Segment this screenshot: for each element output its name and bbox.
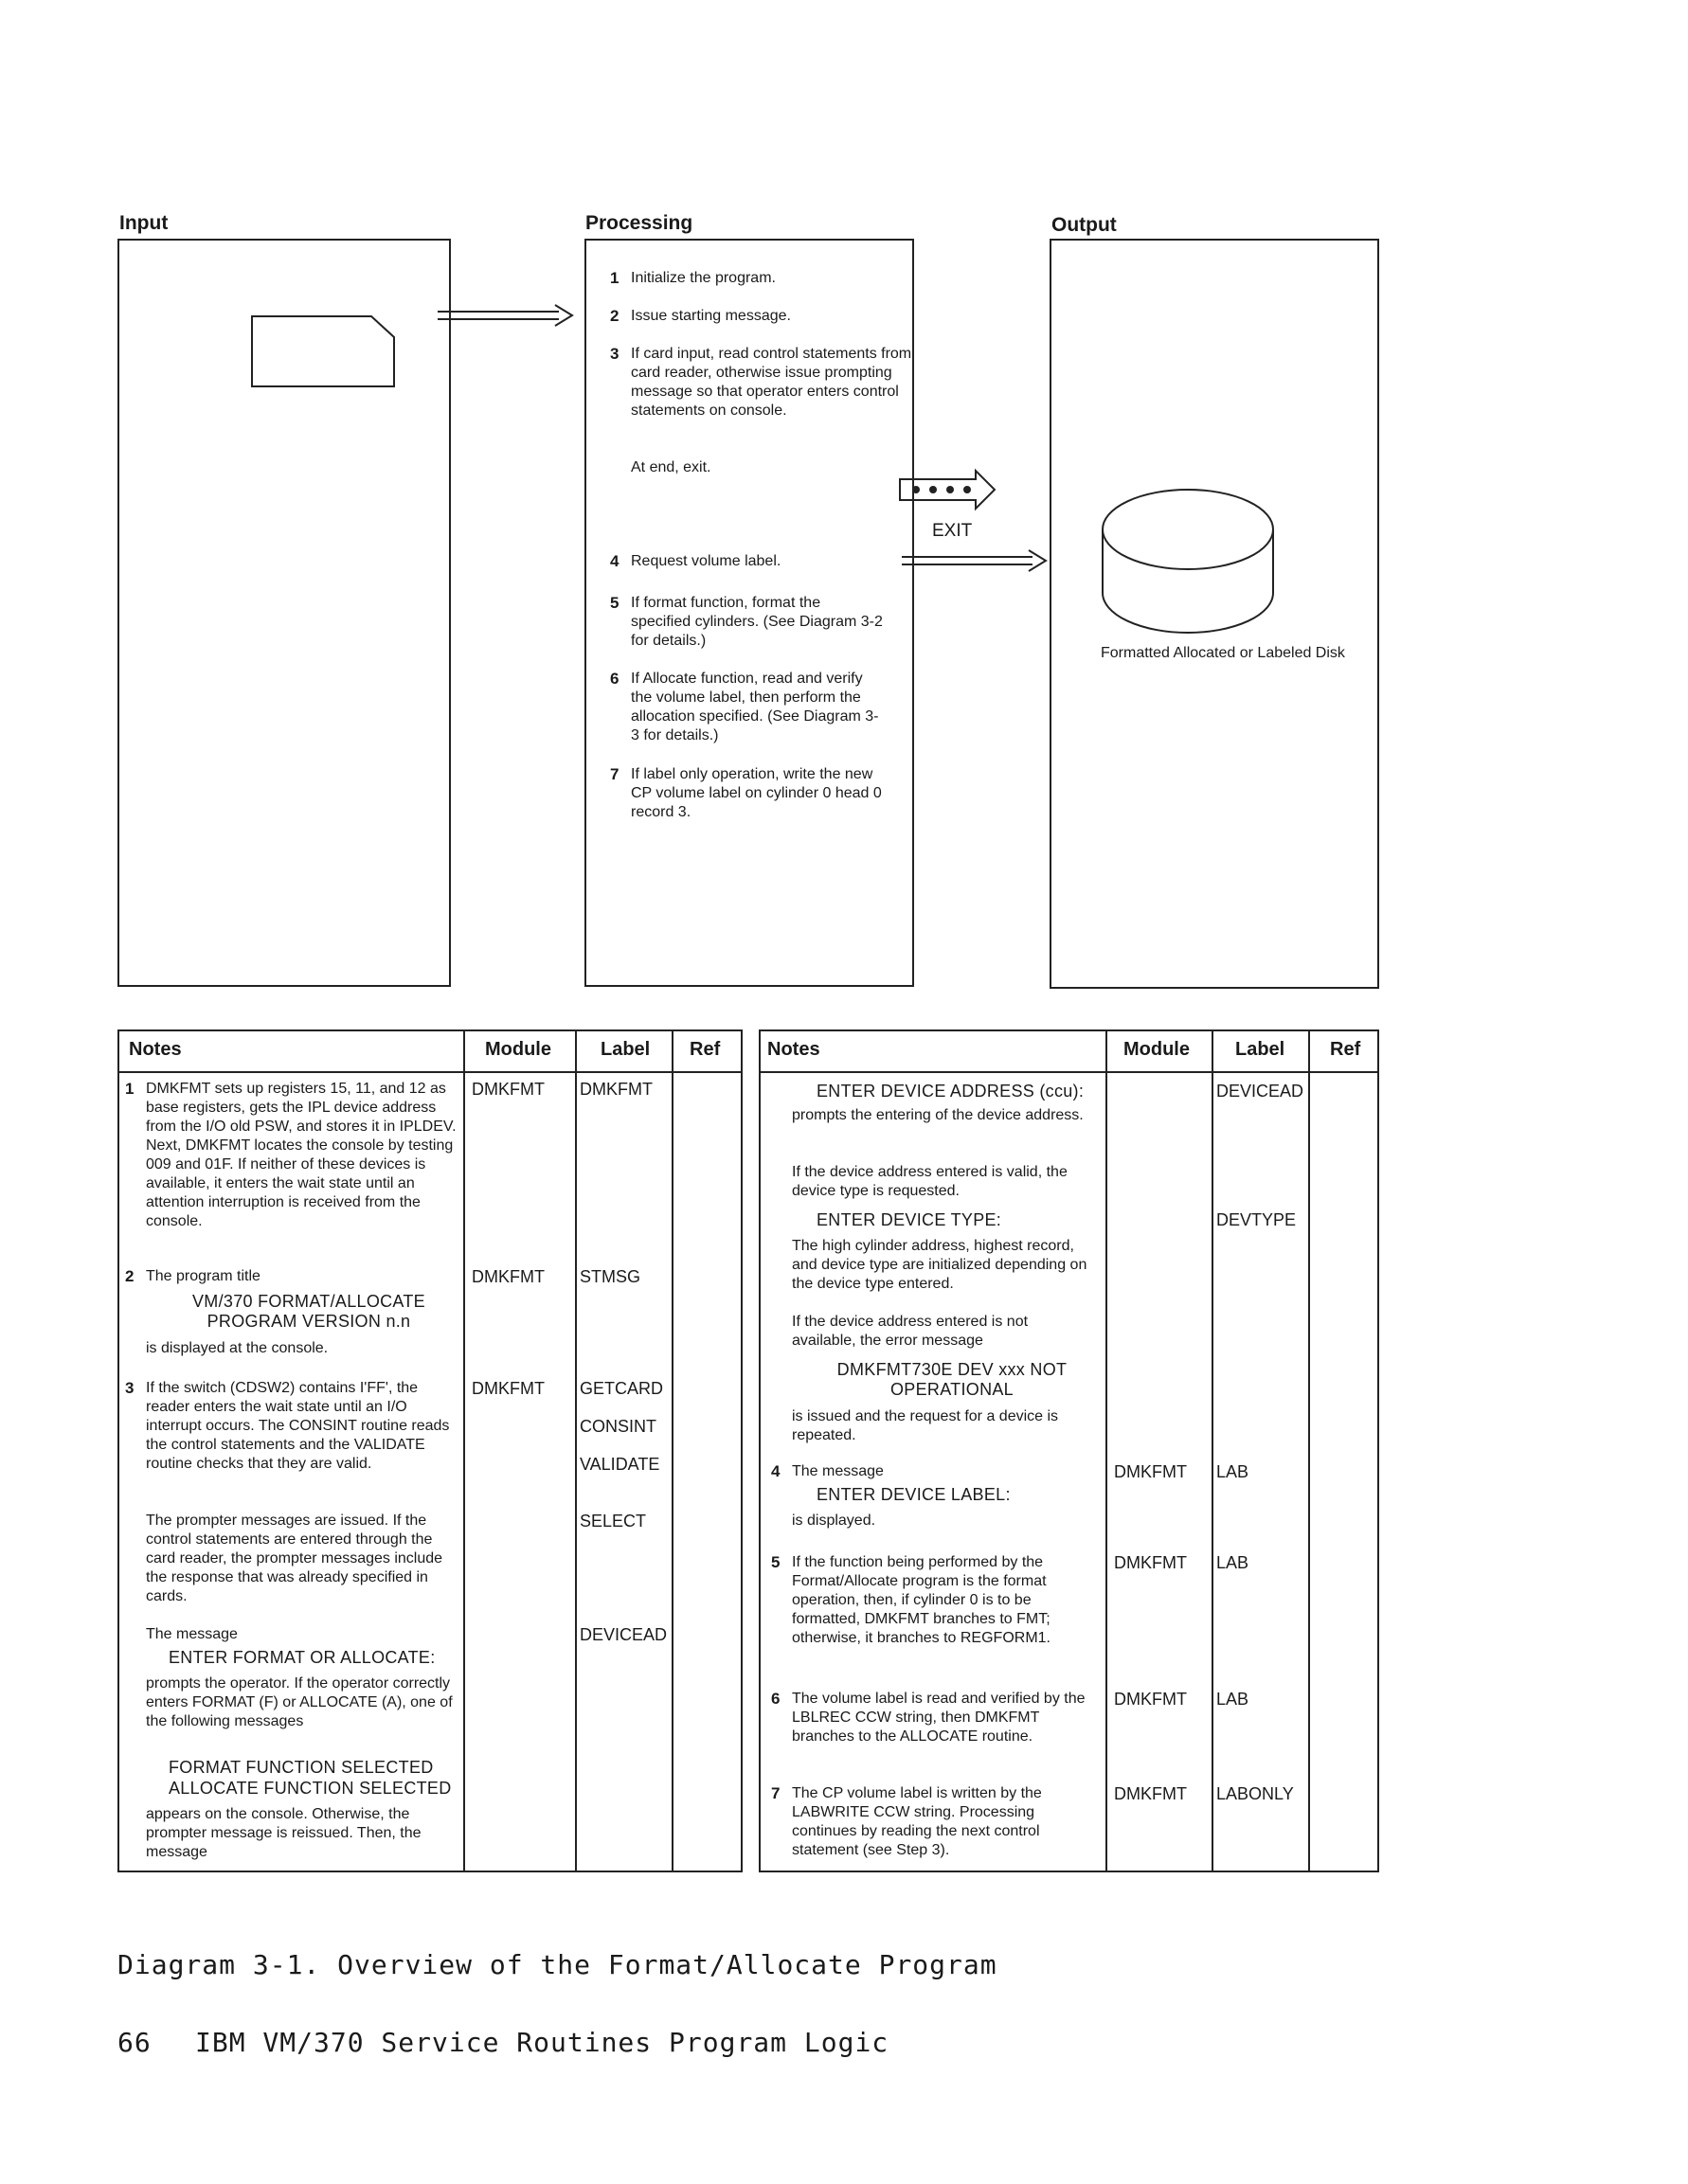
- page-number: 66: [117, 2027, 152, 2058]
- note-text: The message: [792, 1463, 884, 1479]
- note-number: 5: [771, 1553, 781, 1571]
- note-text: If the function being performed by the Format/Allocate program is the format operation, then, if cylinder 0 is to be formatted, DMKFMT branches to FMT; otherwise, it branches to REGFORM1.: [792, 1554, 1051, 1646]
- label-cell: DEVTYPE: [1216, 1210, 1297, 1229]
- step-text: At end, exit.: [631, 459, 711, 475]
- function-message: FORMAT FUNCTION SELECTED: [169, 1758, 434, 1777]
- note-text: The program title: [146, 1268, 260, 1284]
- label-cell: DEVICEAD: [1216, 1082, 1304, 1101]
- note-text: If the device address entered is valid, the device type is requested.: [792, 1164, 1068, 1199]
- module-cell: DMKFMT: [1114, 1462, 1187, 1481]
- module-cell: DMKFMT: [1114, 1784, 1187, 1803]
- label-cell: VALIDATE: [580, 1455, 660, 1474]
- label-cell: LAB: [1216, 1462, 1249, 1481]
- note-text: The prompter messages are issued. If the control statements are entered through the card reader, the prompter messages include the response that was already specified in cards.: [146, 1513, 443, 1604]
- right-module-header: Module: [1123, 1039, 1190, 1060]
- output-caption: Formatted Allocated or Labeled Disk: [1101, 645, 1345, 661]
- label-cell: GETCARD: [580, 1379, 664, 1398]
- module-cell: DMKFMT: [472, 1080, 545, 1099]
- note-number: 3: [125, 1379, 135, 1397]
- note-text: The message: [146, 1626, 238, 1642]
- device-type-message: ENTER DEVICE TYPE:: [817, 1210, 1002, 1229]
- note-text: prompts the operator. If the operator correctly enters FORMAT (F) or ALLOCATE (A), one of the following messages: [146, 1675, 453, 1729]
- left-label-header: Label: [601, 1039, 651, 1060]
- note-text: appears on the console. Otherwise, the prompter message is reissued. Then, the message: [146, 1806, 422, 1860]
- label-cell: LAB: [1216, 1553, 1249, 1572]
- note-text: The high cylinder address, highest record, and device type are initialized depending on the device type entered.: [792, 1238, 1087, 1292]
- device-address-message: ENTER DEVICE ADDRESS (ccu):: [817, 1082, 1085, 1101]
- step-text: Issue starting message.: [631, 308, 791, 324]
- module-cell: DMKFMT: [1114, 1690, 1187, 1709]
- label-cell: LAB: [1216, 1690, 1249, 1709]
- note-text: prompts the entering of the device address.: [792, 1107, 1084, 1123]
- right-label-header: Label: [1235, 1039, 1285, 1060]
- device-label-message: ENTER DEVICE LABEL:: [817, 1485, 1011, 1504]
- step-number: 1: [610, 269, 620, 287]
- note-text: is issued and the request for a device is repeated.: [792, 1408, 1059, 1443]
- step-number: 6: [610, 670, 620, 688]
- right-ref-header: Ref: [1330, 1039, 1361, 1060]
- footer-title: IBM VM/370 Service Routines Program Logic: [195, 2027, 889, 2058]
- error-message: DMKFMT730E DEV xxx NOT OPERATIONAL: [836, 1360, 1068, 1399]
- prompt-message: ENTER FORMAT OR ALLOCATE:: [169, 1648, 436, 1667]
- right-notes-header: Notes: [767, 1039, 820, 1060]
- note-text: The CP volume label is written by the LABWRITE CCW string. Processing continues by reading the next control statement (see Step 3).: [792, 1785, 1042, 1858]
- left-ref-header: Ref: [690, 1039, 721, 1060]
- output-header: Output: [1051, 214, 1117, 236]
- note-text: is displayed at the console.: [146, 1340, 329, 1356]
- left-module-header: Module: [485, 1039, 551, 1060]
- step-text: If label only operation, write the new CP volume label on cylinder 0 head 0 record 3.: [631, 766, 882, 820]
- input-header: Input: [119, 212, 169, 234]
- note-number: 2: [125, 1267, 135, 1285]
- note-number: 4: [771, 1462, 781, 1480]
- function-message: ALLOCATE FUNCTION SELECTED: [169, 1779, 452, 1798]
- exit-label: EXIT: [932, 521, 973, 541]
- label-cell: LABONLY: [1216, 1784, 1294, 1803]
- label-cell: CONSINT: [580, 1417, 656, 1436]
- step-text: If card input, read control statements from card reader, otherwise issue prompting message so that operator enters control statements on console.: [631, 346, 912, 419]
- label-cell: DEVICEAD: [580, 1625, 668, 1644]
- left-notes-header: Notes: [129, 1039, 182, 1060]
- step-number: 3: [610, 345, 620, 363]
- note-text: DMKFMT sets up registers 15, 11, and 12 as base registers, gets the IPL device address from the I/O old PSW, and stores it in IPLDEV. Next, DMKFMT locates the console by testing 009 and 01F. If neither of these devices is available, it enters the wait state until an attention interruption is received from the console.: [146, 1081, 457, 1229]
- note-number: 1: [125, 1080, 135, 1098]
- figure-caption: Diagram 3-1. Overview of the Format/Allocate Program: [117, 1949, 997, 1980]
- step-number: 7: [610, 765, 620, 783]
- step-text: If Allocate function, read and verify the volume label, then perform the allocation specified. (See Diagram 3-3 for details.): [631, 671, 879, 743]
- note-text: The volume label is read and verified by the LBLREC CCW string, then DMKFMT branches to the ALLOCATE routine.: [792, 1691, 1086, 1745]
- step-number: 4: [610, 552, 620, 570]
- label-cell: SELECT: [580, 1512, 647, 1531]
- label-cell: DMKFMT: [580, 1080, 653, 1099]
- step-text: Request volume label.: [631, 553, 781, 569]
- step-text: Initialize the program.: [631, 270, 776, 286]
- module-cell: DMKFMT: [1114, 1553, 1187, 1572]
- program-title-message: VM/370 FORMAT/ALLOCATE PROGRAM VERSION n.n: [192, 1292, 425, 1331]
- note-number: 6: [771, 1690, 781, 1708]
- step-number: 2: [610, 307, 620, 325]
- step-number: 5: [610, 594, 620, 612]
- module-cell: DMKFMT: [472, 1267, 545, 1286]
- processing-header: Processing: [585, 212, 693, 234]
- note-text: If the device address entered is not available, the error message: [792, 1314, 1029, 1349]
- note-number: 7: [771, 1784, 781, 1802]
- label-cell: STMSG: [580, 1267, 641, 1286]
- module-cell: DMKFMT: [472, 1379, 545, 1398]
- note-text: If the switch (CDSW2) contains I'FF', the reader enters the wait state until an I/O interrupt occurs. The CONSINT routine reads the control statements and the VALIDATE routine checks that they are valid.: [146, 1380, 450, 1472]
- step-text: If format function, format the specified cylinders. (See Diagram 3-2 for details.): [631, 595, 883, 649]
- note-text: is displayed.: [792, 1513, 876, 1529]
